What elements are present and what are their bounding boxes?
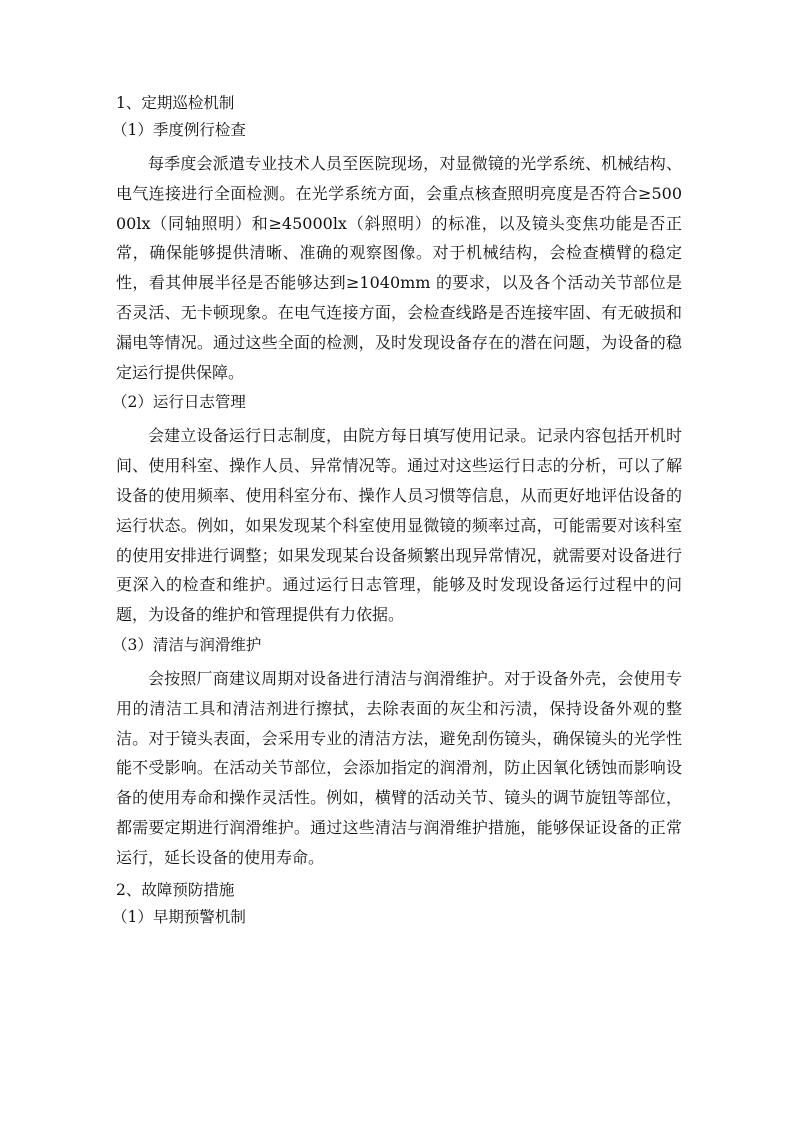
section-heading-inspection-mechanism: 1、定期巡检机制	[116, 94, 235, 112]
subsection-heading-quarterly-check: （1）季度例行检查	[112, 121, 246, 139]
document-body	[112, 92, 682, 936]
subsection-heading-cleaning-lubrication: （3）清洁与润滑维护	[112, 635, 262, 654]
subsection-heading-operation-log: （2）运行日志管理	[112, 393, 246, 412]
subsection-heading-early-warning: （1）早期预警机制	[112, 907, 246, 926]
paragraph-operation-log: 会建立设备运行日志制度，由院方每日填写使用记录。记录内容包括开机时间、使用科室、操作人员、异常情况等。通过对这些运行日志的分析，可以了解设备的使用频率、使用科室分布、操作人员习惯等信息，从而更好地评估设备的运行状态。例如，如果发现某个科室使用显微镜的频率过高，可能需要对该科室的使用安排进行调整；如果发现某台设备频繁出现异常情况，就需要对设备进行更深入的检查和维护。通过运行日志管理，能够及时发现设备运行过程中的问题，为设备的维护和管理提供有力依据。	[116, 426, 682, 625]
paragraph-quarterly-check: 每季度会派遣专业技术人员至医院现场，对显微镜的光学系统、机械结构、电气连接进行全面检测。在光学系统方面，会重点核查照明亮度是否符合≥50000lx（同轴照明）和≥45000lx（斜照明）的标准，以及镜头变焦功能是否正常，确保能够提供清晰、准确的观察图像。对于机械结构，会检查横臂的稳定性，看其伸展半径是否能够达到≥1040mm 的要求，以及各个活动关节部位是否灵活、无卡顿现象。在电气连接方面，会检查线路是否连接牢固、有无破损和漏电等情况。通过这些全面的检测，及时发现设备存在的潜在问题，为设备的稳定运行提供保障。	[116, 154, 682, 382]
section-heading-fault-prevention: 2、故障预防措施	[116, 880, 235, 899]
paragraph-cleaning-lubrication: 会按照厂商建议周期对设备进行清洁与润滑维护。对于设备外壳，会使用专用的清洁工具和清洁剂进行擦拭，去除表面的灰尘和污渍，保持设备外观的整洁。对于镜头表面，会采用专业的清洁方法，避免刮伤镜头，确保镜头的光学性能不受影响。在活动关节部位，会添加指定的润滑剂，防止因氧化锈蚀而影响设备的使用寿命和操作灵活性。例如，横臂的活动关节、镜头的调节旋钮等部位，都需要定期进行润滑维护。通过这些清洁与润滑维护措施，能够保证设备的正常运行，延长设备的使用寿命。	[116, 668, 682, 867]
